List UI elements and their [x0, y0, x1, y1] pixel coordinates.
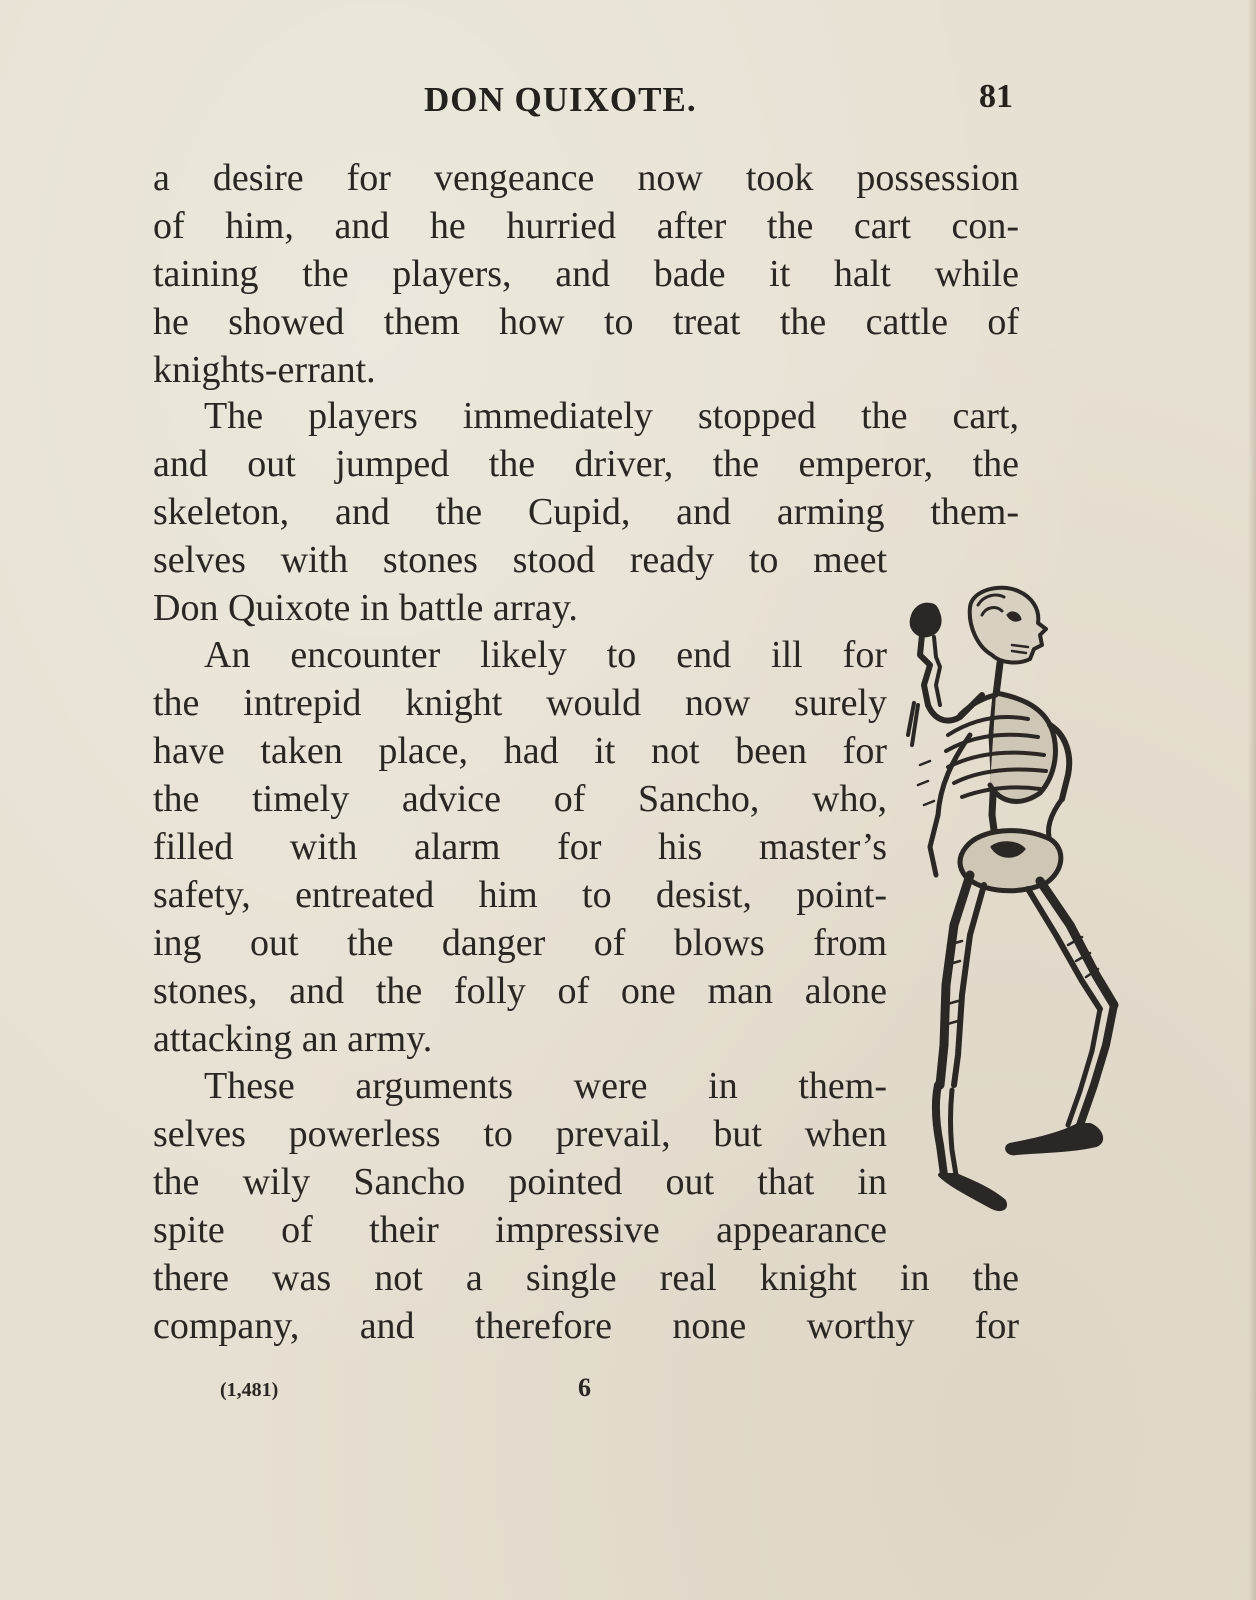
- page-number: 81: [979, 78, 1013, 115]
- text-line: have taken place, had it not been for: [153, 730, 887, 772]
- text-line: taining the players, and bade it halt while: [153, 253, 1019, 295]
- text-line: he showed them how to treat the cattle of: [153, 301, 1019, 343]
- printer-signature: (1,481): [220, 1379, 279, 1401]
- text-line: company, and therefore none worthy for: [153, 1305, 1019, 1347]
- text-line: the timely advice of Sancho, who,: [153, 778, 887, 820]
- text-line: safety, entreated him to desist, point-: [153, 874, 887, 916]
- page-edge-shadow: [1248, 0, 1256, 1600]
- text-line: knights-errant.: [153, 349, 376, 391]
- text-line: stones, and the folly of one man alone: [153, 970, 887, 1012]
- text-line: The players immediately stopped the cart,: [204, 395, 1019, 437]
- text-line: selves with stones stood ready to meet: [153, 539, 887, 581]
- text-line: spite of their impressive appearance: [153, 1209, 887, 1251]
- text-line: filled with alarm for his master’s: [153, 826, 887, 868]
- text-line: An encounter likely to end ill for: [204, 634, 887, 676]
- text-line: and out jumped the driver, the emperor, the: [153, 443, 1019, 485]
- text-line: there was not a single real knight in the: [153, 1257, 1019, 1299]
- text-line: skeleton, and the Cupid, and arming them-: [153, 491, 1019, 533]
- text-line: attacking an army.: [153, 1018, 433, 1060]
- text-line: Don Quixote in battle array.: [153, 587, 578, 629]
- text-line: a desire for vengeance now took possession: [153, 157, 1019, 199]
- sheet-number: 6: [578, 1373, 591, 1402]
- text-line: selves powerless to prevail, but when: [153, 1113, 887, 1155]
- text-line: ing out the danger of blows from: [153, 922, 887, 964]
- text-line: the intrepid knight would now surely: [153, 682, 887, 724]
- text-line: These arguments were in them-: [204, 1065, 887, 1107]
- skeleton-woodcut-illustration: [900, 585, 1150, 1240]
- running-title: DON QUIXOTE.: [424, 80, 697, 119]
- text-line: the wily Sancho pointed out that in: [153, 1161, 887, 1203]
- text-line: of him, and he hurried after the cart con-: [153, 205, 1019, 247]
